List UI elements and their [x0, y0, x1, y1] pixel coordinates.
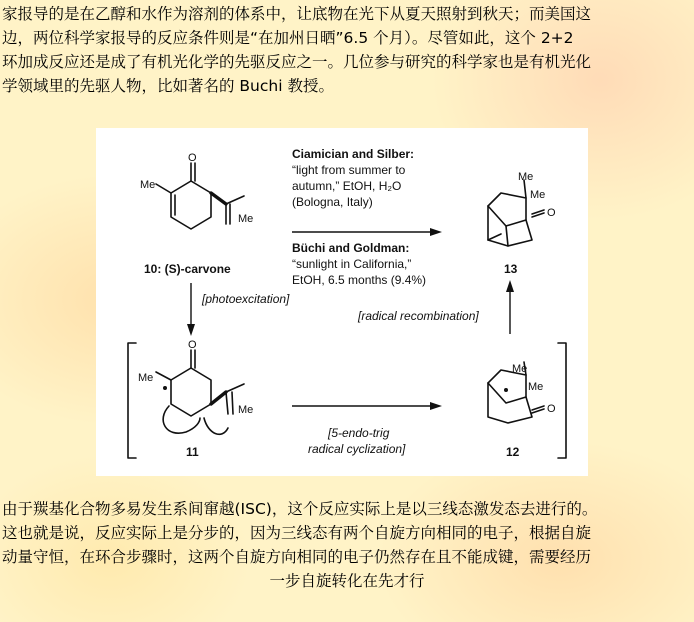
bottom-paragraph [2, 497, 692, 593]
condition-2-line-2: “sunlight in California,” [292, 257, 412, 271]
intermediate-11-label: 11 [186, 445, 199, 459]
reaction-scheme [96, 128, 588, 476]
me-label-13-a: Me [518, 171, 534, 183]
me-label-13-b: Me [530, 189, 546, 201]
condition-2-line-1: Büchi and Goldman: [292, 241, 410, 255]
radical-dot-2 [504, 388, 508, 392]
o-label-carvone: O [188, 152, 197, 164]
right-bracket [558, 343, 566, 458]
condition-1-line-4: (Bologna, Italy) [292, 195, 373, 209]
me-label-carvone: Me [140, 179, 156, 191]
product-13-label: 13 [504, 262, 518, 276]
bottom-paragraph-lines: 由于羰基化合物多易发生系间窜越(ISC)，这个反应实际上是以三线态激发态去进行的。 这也就是说，反应实际上是分步的，因为三线态有两个自旋方向相同的电子，根据自旋 动量守恒，在环合步骤时，这两个自旋方向相同的电子仍然存在且不能成键，需要经历 [2, 500, 598, 566]
carvone-label: 10: (S)-carvone [144, 262, 231, 276]
intermediate-11-structure [156, 350, 244, 434]
me-label-12-b: Me [528, 381, 544, 393]
o-label-13: O [547, 207, 556, 219]
condition-2-line-3: EtOH, 6.5 months (9.4%) [292, 273, 427, 287]
me-label-12-a: Me [512, 363, 528, 375]
cyclization-label-line-1: [5-endo-trig [328, 426, 390, 440]
intro-paragraph: 家报导的是在乙醇和水作为溶剂的体系中，让底物在光下从夏天照射到秋天；而美国这 边，两位科学家报导的反应条件则是“在加州日晒”6.5 个月）。尽管如此，这个 2+2 环加成反应还是成了有机光化学的先驱反应之一。几位参与研究的科学家也是有机光化 学领域里的先驱人物，比如著名的 Buchi 教授。 [2, 5, 592, 95]
o-label-11: O [188, 339, 197, 351]
cyclization-label-line-2: radical cyclization] [308, 442, 406, 456]
condition-1-line-2: “light from summer to [292, 163, 406, 177]
left-bracket [128, 343, 136, 458]
me-label-carvone-isopropenyl: Me [238, 213, 254, 225]
bottom-paragraph-last-line: 一步自旋转化在先才行 [269, 572, 425, 590]
condition-1-line-1: Ciamician and Silber: [292, 147, 415, 161]
me-label-11: Me [138, 372, 154, 384]
photoexcitation-label: [photoexcitation] [202, 292, 290, 306]
condition-1-line-3: autumn,” EtOH, H₂O [292, 179, 402, 193]
reaction-scheme-svg [96, 128, 588, 476]
me-label-11-isopropenyl: Me [238, 404, 254, 416]
carvone-structure [156, 163, 244, 229]
intermediate-12-label: 12 [506, 445, 520, 459]
radical-dot-1 [163, 386, 167, 390]
recombination-label: [radical recombination] [358, 309, 479, 323]
o-label-12: O [547, 403, 556, 415]
